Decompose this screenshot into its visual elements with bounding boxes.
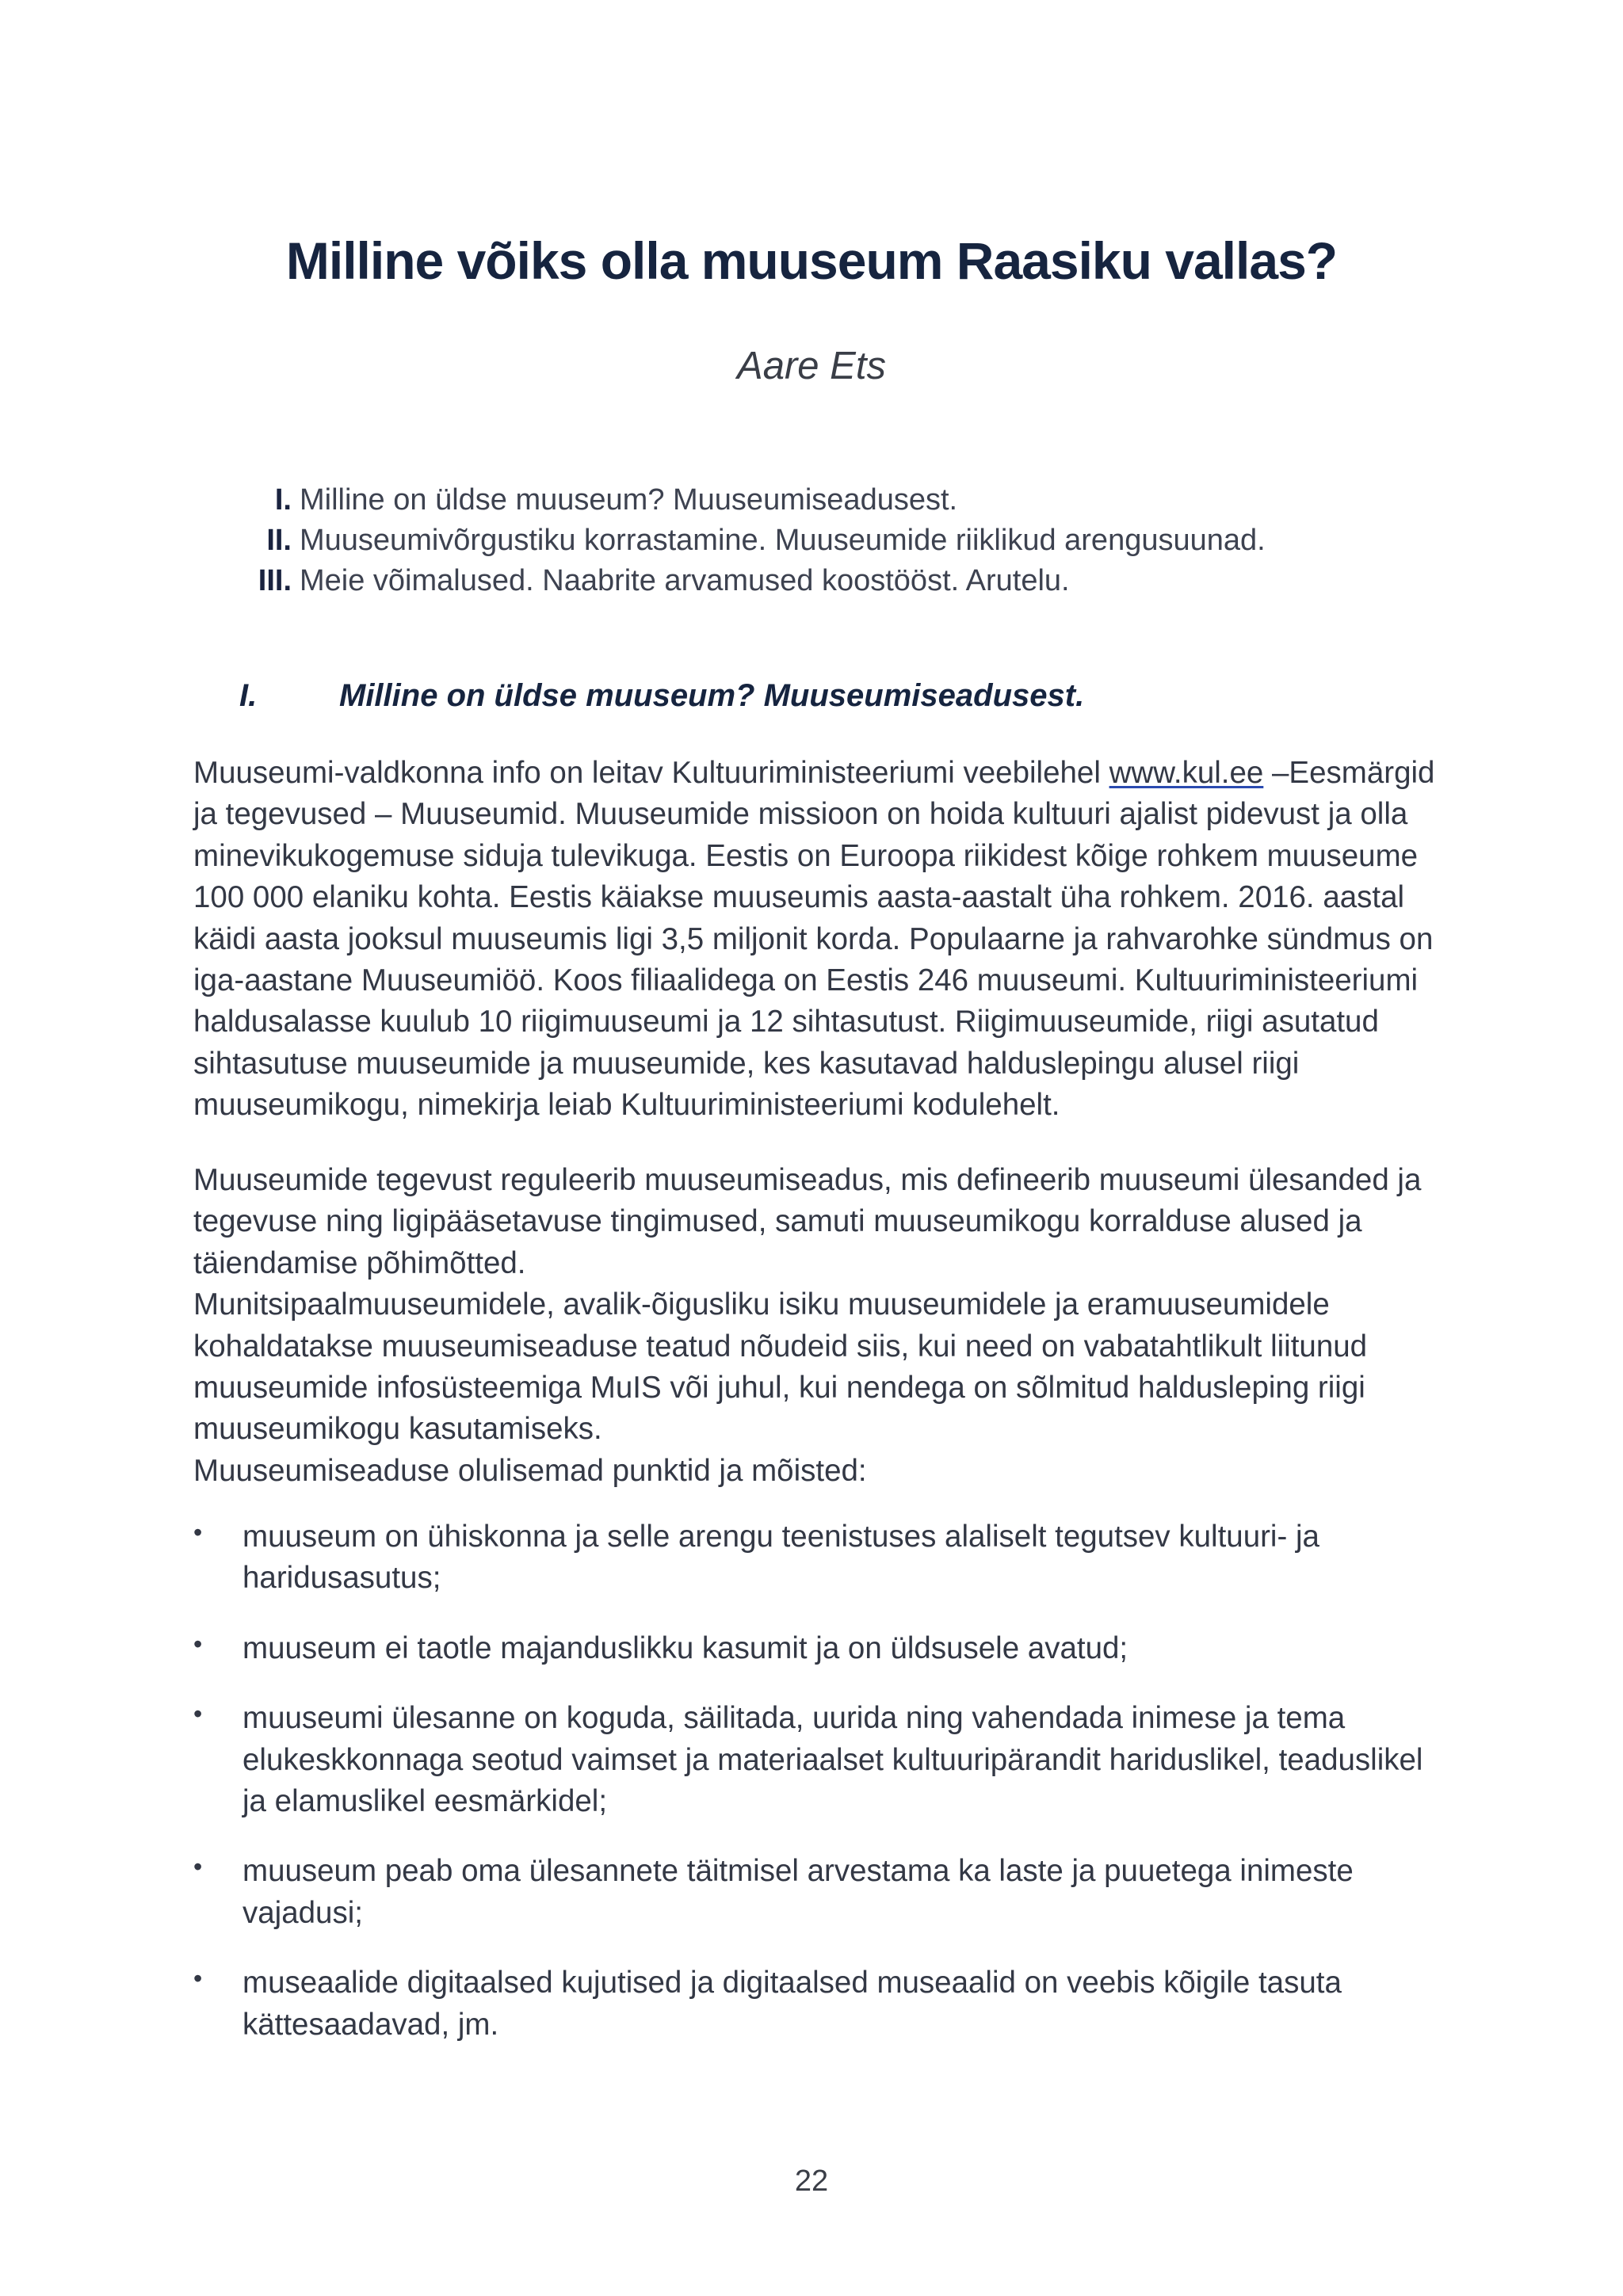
toc-item bbox=[238, 561, 1266, 601]
museum-law-points bbox=[193, 1516, 1453, 2046]
list-item bbox=[193, 1516, 1453, 1600]
toc-item-number: II. bbox=[266, 524, 292, 557]
paragraph-text: Muuseumi-valdkonna info on leitav Kultuuriministeeriumi veebilehel bbox=[193, 756, 1109, 790]
toc-item-number: III. bbox=[258, 564, 292, 597]
section-heading bbox=[239, 680, 1084, 711]
list-item-text: muuseumi ülesanne on koguda, säilitada, uurida ning vahendada inimese ja tema elukeskkonnaga seotud vaimset ja materiaalset kultuuripärandit hariduslikel, teaduslikel ja elamuslikel eesmärkidel; bbox=[242, 1701, 1423, 1819]
paragraph-museum-info bbox=[193, 753, 1453, 1127]
list-item bbox=[193, 1851, 1453, 1934]
paragraph-museum-law bbox=[193, 1160, 1453, 1492]
bullet-icon: • bbox=[193, 1518, 203, 1547]
toc-item-text: Muuseumivõrgustiku korrastamine. Muuseumide riiklikud arengusuunad. bbox=[300, 524, 1266, 557]
section-heading-text: Milline on üldse muuseum? Muuseumiseadusest. bbox=[339, 678, 1085, 713]
section-number: I. bbox=[239, 678, 258, 713]
list-item-text: muuseum ei taotle majanduslikku kasumit ja on üldsusele avatud; bbox=[242, 1630, 1128, 1665]
toc-item bbox=[238, 480, 1266, 521]
list-item bbox=[193, 1628, 1453, 1669]
table-of-contents bbox=[238, 480, 1266, 601]
paragraph-text: –Eesmärgid ja tegevused – Muuseumid. Muuseumide missioon on hoida kultuuri ajalist pidevust ja olla minevikukogemuse siduja tulevikuga. Eestis on Euroopa riikidest kõige rohkem muuseume 100 000 elaniku kohta. Eestis käiakse muuseumis aasta-aastalt üha rohkem. 2016. aastal käidi aasta jooksul muuseumis ligi 3,5 miljonit korda. Populaarne ja rahvarohke sündmus on iga-aastane Muuseumiöö. Koos filiaalidega on Eestis 246 muuseumi. Kultuuriministeeriumi haldusalasse kuulub 10 riigimuuseumi ja 12 sihtasutust. Riigimuuseumide, riigi asutatud sihtasutuse muuseumide ja muuseumide, kes kasutavad halduslepingu alusel riigi muuseumikogu, nimekirja leiab Kultuuriministeeriumi kodulehelt. bbox=[193, 756, 1435, 1123]
bullet-icon: • bbox=[193, 1852, 203, 1882]
author-name: Aare Ets bbox=[737, 345, 886, 387]
list-item-text: muuseum peab oma ülesannete täitmisel arvestama ka laste ja puuetega inimeste vajadusi; bbox=[242, 1854, 1354, 1930]
paragraph-text: Munitsipaalmuuseumidele, avalik-õigusliku isiku muuseumidele ja eramuuseumidele kohaldatakse muuseumiseaduse teatud nõudeid siis, kui need on vabatahtlikult liitunud muuseumide infosüsteemiga MuIS või juhul, kui nendega on sõlmitud haldusleping riigi muuseumikogu kasutamiseks. bbox=[193, 1287, 1368, 1447]
toc-item-text: Meie võimalused. Naabrite arvamused koostööst. Arutelu. bbox=[300, 564, 1070, 597]
paragraph-text: Muuseumiseaduse olulisemad punktid ja mõisted: bbox=[193, 1453, 867, 1488]
kul-ee-link[interactable]: www.kul.ee bbox=[1109, 756, 1264, 790]
list-item-text: museaalide digitaalsed kujutised ja digitaalsed museaalid on veebis kõigile tasuta kättesaadavad, jm. bbox=[242, 1966, 1342, 2042]
bullet-icon: • bbox=[193, 1629, 203, 1658]
list-item-text: muuseum on ühiskonna ja selle arengu teenistuses alaliselt tegutsev kultuuri- ja haridusasutus; bbox=[242, 1520, 1319, 1596]
page-title: Milline võiks olla muuseum Raasiku vallas? bbox=[285, 231, 1338, 290]
toc-item-text: Milline on üldse muuseum? Muuseumiseadusest. bbox=[300, 483, 958, 517]
toc-item bbox=[238, 521, 1266, 561]
paragraph-text: Muuseumide tegevust reguleerib muuseumiseadus, mis defineerib muuseumi ülesanded ja tegevuse ning ligipääsetavuse tingimused, samuti muuseumikogu korralduse alused ja täiendamise põhimõtted. bbox=[193, 1163, 1422, 1280]
toc-item-number: I. bbox=[274, 483, 292, 517]
list-item bbox=[193, 1962, 1453, 2046]
bullet-icon: • bbox=[193, 1699, 203, 1729]
list-item bbox=[193, 1698, 1453, 1822]
bullet-icon: • bbox=[193, 1964, 203, 1993]
page-number: 22 bbox=[794, 2164, 829, 2198]
